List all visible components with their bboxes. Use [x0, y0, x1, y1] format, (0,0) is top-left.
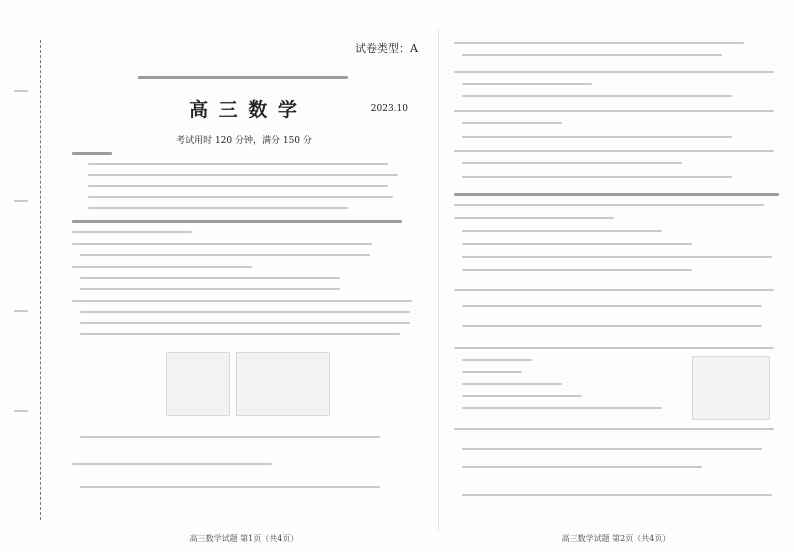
option-line-placeholder — [462, 325, 762, 327]
option-line-placeholder — [80, 254, 370, 256]
question-line-placeholder — [80, 333, 400, 335]
question-line-placeholder — [72, 266, 252, 268]
text-line-placeholder — [88, 185, 388, 187]
question-line-placeholder — [72, 463, 272, 465]
question-line-placeholder — [72, 300, 412, 302]
question-line-placeholder — [462, 162, 682, 164]
option-line-placeholder — [462, 136, 732, 138]
text-line-placeholder — [72, 231, 192, 233]
question-line-placeholder — [462, 83, 592, 85]
right-page — [446, 0, 786, 552]
page-footer: 高三数学试题 第1页（共4页） — [189, 534, 299, 543]
text-line-placeholder — [88, 174, 398, 176]
question-line-placeholder — [462, 359, 532, 361]
option-line-placeholder — [462, 176, 732, 178]
left-page — [58, 0, 430, 552]
page-title: 高 三 数 学 — [189, 99, 299, 121]
option-line-placeholder — [462, 407, 662, 409]
option-line-placeholder — [462, 371, 522, 373]
option-line-placeholder — [462, 230, 662, 232]
question-line-placeholder — [454, 289, 774, 291]
binding-label-placeholder — [14, 410, 28, 412]
option-line-placeholder — [462, 395, 582, 397]
question-line-placeholder — [454, 42, 744, 44]
section-heading-placeholder — [454, 193, 779, 196]
option-line-placeholder — [462, 466, 702, 468]
question-line-placeholder — [80, 322, 410, 324]
option-line-placeholder — [462, 494, 772, 496]
question-line-placeholder — [462, 122, 562, 124]
question-line-placeholder — [454, 347, 774, 349]
binding-label-placeholder — [14, 200, 28, 202]
question-line-placeholder — [72, 243, 372, 245]
binding-strip — [0, 0, 58, 552]
paper-type-mark: 试卷类型：A — [355, 42, 418, 55]
question-line-placeholder — [454, 71, 774, 73]
option-line-placeholder — [462, 383, 562, 385]
option-line-placeholder — [462, 95, 732, 97]
option-line-placeholder — [80, 486, 380, 488]
exam-header-placeholder — [138, 76, 348, 79]
question-line-placeholder — [462, 448, 762, 450]
exam-date: 2023.10 — [370, 104, 408, 114]
section-heading-placeholder — [72, 152, 112, 155]
question-line-placeholder — [454, 217, 614, 219]
binding-label-placeholder — [14, 90, 28, 92]
option-line-placeholder — [80, 288, 340, 290]
section-heading-placeholder — [72, 220, 402, 223]
text-line-placeholder — [88, 163, 388, 165]
exam-meta: 考试用时 120 分钟，满分 150 分 — [176, 136, 312, 146]
option-line-placeholder — [462, 269, 692, 271]
figure-placeholder — [692, 356, 770, 420]
option-line-placeholder — [80, 436, 380, 438]
figure-placeholder — [236, 352, 330, 416]
page-footer: 高三数学试题 第2页（共4页） — [561, 534, 671, 543]
page-divider — [438, 30, 439, 530]
option-line-placeholder — [462, 256, 772, 258]
option-line-placeholder — [462, 243, 692, 245]
question-line-placeholder — [80, 311, 410, 313]
question-line-placeholder — [454, 150, 774, 152]
figure-placeholder — [166, 352, 230, 416]
binding-cut-line — [40, 40, 41, 520]
question-line-placeholder — [454, 428, 774, 430]
option-line-placeholder — [462, 54, 722, 56]
question-line-placeholder — [454, 110, 774, 112]
text-line-placeholder — [88, 196, 393, 198]
text-line-placeholder — [454, 204, 764, 206]
option-line-placeholder — [80, 277, 340, 279]
option-line-placeholder — [462, 305, 762, 307]
text-line-placeholder — [88, 207, 348, 209]
binding-label-placeholder — [14, 310, 28, 312]
